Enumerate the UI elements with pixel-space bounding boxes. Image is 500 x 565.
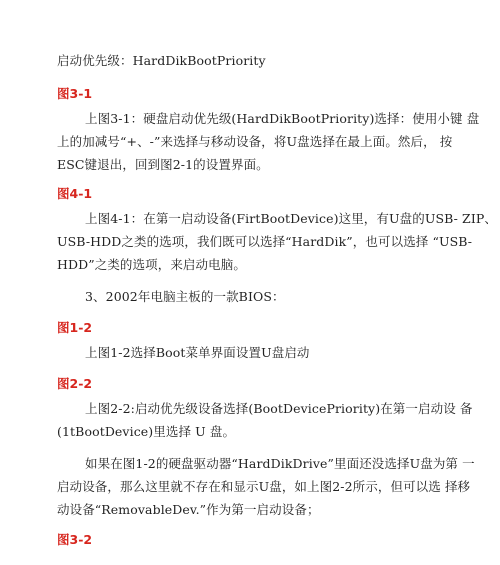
paragraph-line: (1tBootDevice)里选择 U 盘。 xyxy=(57,424,236,439)
figure-caption-2-2: 图2-2 xyxy=(57,376,93,391)
paragraph-line: 上的加减号“+、-”来选择与移动设备，将U盘选择在最上面。然后， 按 xyxy=(57,134,453,149)
boot-priority-heading: 启动优先级：HardDikBootPriority xyxy=(57,53,266,68)
paragraph-line: 上图1-2选择Boot菜单界面设置U盘启动 xyxy=(85,345,310,360)
section-heading-bios-2002: 3、2002年电脑主板的一款BIOS： xyxy=(85,289,285,304)
figure-caption-3-1: 图3-1 xyxy=(57,86,93,101)
paragraph-line: 启动设备，那么这里就不存在和显示U盘，如上图2-2所示，但可以选 择移 xyxy=(57,479,471,494)
paragraph-line: USB-HDD之类的选项，我们既可以选择“HardDik”，也可以选择 “USB- xyxy=(57,234,473,249)
paragraph-line: 动设备“RemovableDev.”作为第一启动设备； xyxy=(57,502,320,517)
figure-caption-1-2: 图1-2 xyxy=(57,320,93,335)
figure-caption-4-1: 图4-1 xyxy=(57,186,93,201)
paragraph-line: 上图4-1：在第一启动设备(FirtBootDevice)这里，有U盘的USB- ZIP、 xyxy=(85,211,497,226)
paragraph-line: 如果在图1-2的硬盘驱动器“HardDikDrive”里面还没选择U盘为第 一 xyxy=(85,456,475,471)
paragraph-line: HDD”之类的选项，来启动电脑。 xyxy=(57,257,246,272)
paragraph-line: ESC键退出，回到图2-1的设置界面。 xyxy=(57,157,269,172)
paragraph-line: 上图3-1：硬盘启动优先级(HardDikBootPriority)选择：使用小键 盘 xyxy=(85,111,480,126)
paragraph-line: 上图2-2:启动优先级设备选择(BootDevicePriority)在第一启动设 备 xyxy=(85,401,473,416)
figure-caption-3-2: 图3-2 xyxy=(57,532,93,547)
